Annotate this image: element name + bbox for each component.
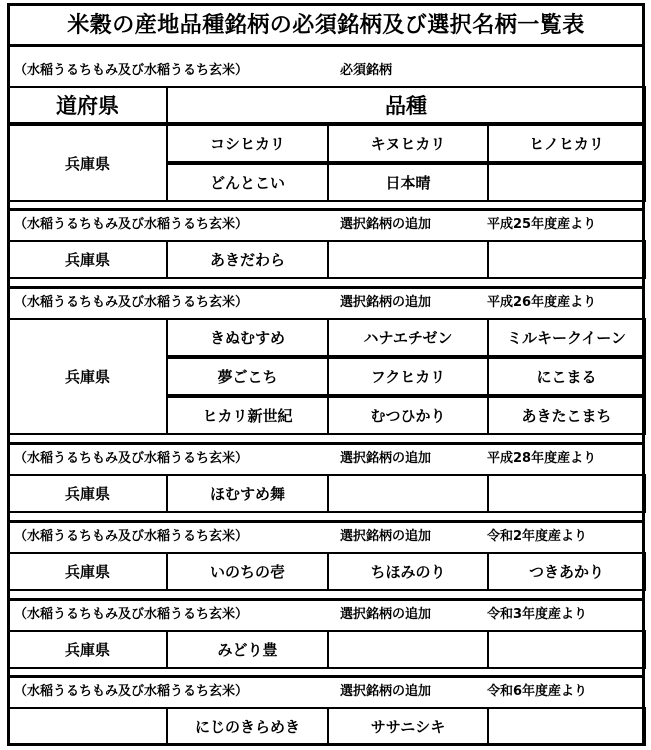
header-variety: 品種 xyxy=(166,86,646,124)
page-title: 米穀の産地品種銘柄の必須銘柄及び選択名柄一覧表 xyxy=(7,3,645,47)
prefecture-cell: 兵庫県 xyxy=(7,318,168,435)
variety-cell: ヒノヒカリ xyxy=(487,124,646,163)
section-tag: 必須銘柄 xyxy=(340,63,393,78)
section-note: （水稲うるちもみ及び水稲うるち玄米） xyxy=(14,684,249,699)
section-tag: 選択銘柄の追加 xyxy=(340,607,432,622)
section-divider xyxy=(7,442,645,445)
section-note: （水稲うるちもみ及び水稲うるち玄米） xyxy=(14,607,249,622)
variety-cell xyxy=(487,630,646,669)
section-note: （水稲うるちもみ及び水稲うるち玄米） xyxy=(14,529,249,544)
section-tag: 選択銘柄の追加 xyxy=(340,295,432,310)
variety-cell: キヌヒカリ xyxy=(327,124,489,163)
variety-cell: いのちの壱 xyxy=(166,552,329,591)
section-divider xyxy=(7,675,645,678)
section-note: （水稲うるちもみ及び水稲うるち玄米） xyxy=(14,63,249,78)
prefecture-cell: 兵庫県 xyxy=(7,552,168,591)
section-note: （水稲うるちもみ及び水稲うるち玄米） xyxy=(14,451,249,466)
variety-cell: つきあかり xyxy=(487,552,646,591)
variety-cell xyxy=(327,630,489,669)
variety-cell: あきたこまち xyxy=(487,396,646,435)
variety-cell: ちほみのり xyxy=(327,552,489,591)
variety-cell xyxy=(487,163,646,202)
variety-cell: ミルキークイーン xyxy=(487,318,646,357)
section-tag: 選択銘柄の追加 xyxy=(340,684,432,699)
variety-cell: 日本晴 xyxy=(327,163,489,202)
variety-cell: みどり豊 xyxy=(166,630,329,669)
variety-cell: コシヒカリ xyxy=(166,124,329,163)
section-date: 平成25年度産より xyxy=(487,217,597,232)
prefecture-cell: 兵庫県 xyxy=(7,124,168,202)
section-date: 平成26年度産より xyxy=(487,295,597,310)
variety-cell xyxy=(487,707,646,746)
section-tag: 選択銘柄の追加 xyxy=(340,451,432,466)
section-tag: 選択銘柄の追加 xyxy=(340,217,432,232)
prefecture-cell xyxy=(7,707,168,746)
header-prefecture: 道府県 xyxy=(7,86,168,124)
section-divider xyxy=(7,520,645,523)
section-date: 令和6年度産より xyxy=(487,684,588,699)
variety-cell: むつひかり xyxy=(327,396,489,435)
prefecture-cell: 兵庫県 xyxy=(7,474,168,513)
section-divider xyxy=(7,208,645,211)
section-tag: 選択銘柄の追加 xyxy=(340,529,432,544)
section-divider xyxy=(7,598,645,601)
variety-cell xyxy=(327,474,489,513)
variety-cell xyxy=(487,240,646,279)
variety-cell: どんとこい xyxy=(166,163,329,202)
variety-cell: 夢ごこち xyxy=(166,357,329,396)
variety-cell xyxy=(487,474,646,513)
variety-cell: にこまる xyxy=(487,357,646,396)
section-note: （水稲うるちもみ及び水稲うるち玄米） xyxy=(14,217,249,232)
variety-cell: ハナエチゼン xyxy=(327,318,489,357)
prefecture-cell: 兵庫県 xyxy=(7,240,168,279)
variety-cell: ササニシキ xyxy=(327,707,489,746)
variety-cell: きぬむすめ xyxy=(166,318,329,357)
variety-cell: あきだわら xyxy=(166,240,329,279)
section-divider xyxy=(7,286,645,289)
section-date: 令和2年度産より xyxy=(487,529,588,544)
section-date: 令和3年度産より xyxy=(487,607,588,622)
variety-cell: にじのきらめき xyxy=(166,707,329,746)
variety-cell: フクヒカリ xyxy=(327,357,489,396)
variety-cell: ほむすめ舞 xyxy=(166,474,329,513)
prefecture-cell: 兵庫県 xyxy=(7,630,168,669)
section-note: （水稲うるちもみ及び水稲うるち玄米） xyxy=(14,295,249,310)
variety-cell: ヒカリ新世紀 xyxy=(166,396,329,435)
variety-cell xyxy=(327,240,489,279)
section-date: 平成28年度産より xyxy=(487,451,597,466)
